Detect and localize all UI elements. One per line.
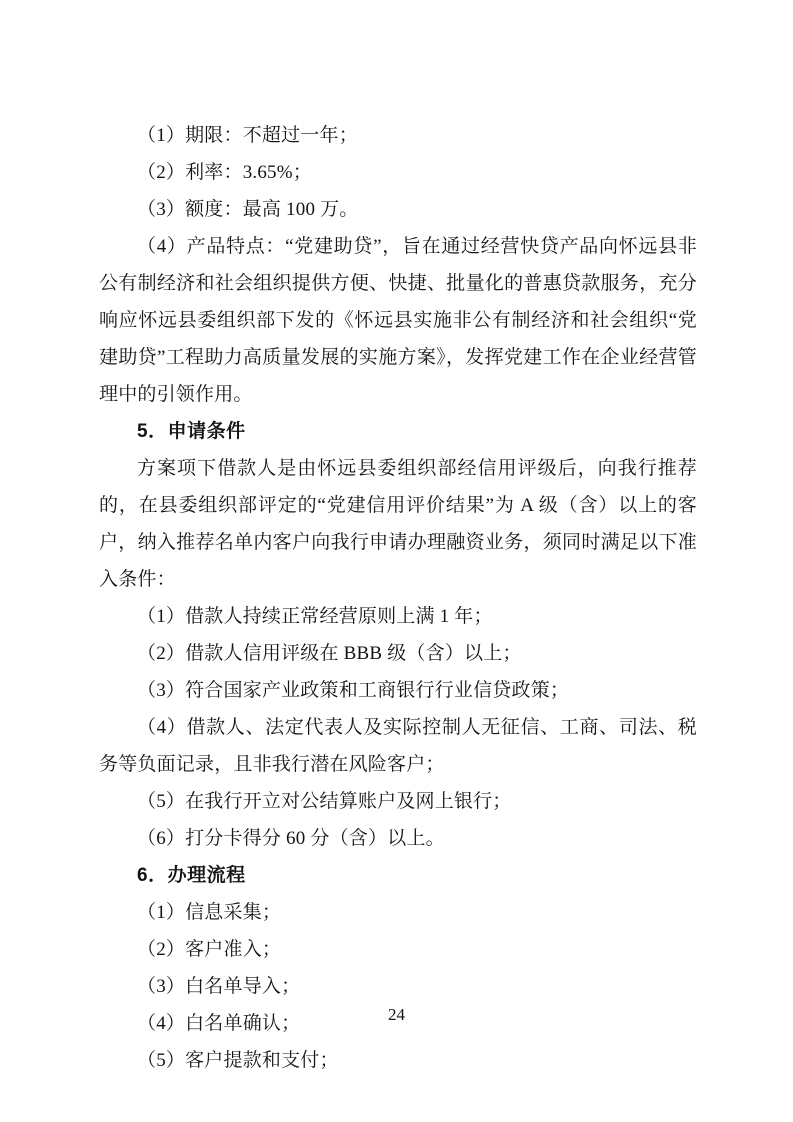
list-item: （1）信息采集； — [137, 902, 282, 923]
page-number: 24 — [388, 1005, 405, 1024]
list-item: （4）白名单确认； — [137, 1013, 301, 1034]
list-item: （2）客户准入； — [137, 939, 282, 960]
list-item: （2）借款人信用评级在 BBB 级（含）以上； — [137, 643, 522, 664]
section-heading-apply-conditions: 5．申请条件 — [137, 421, 246, 442]
list-item: （3）白名单导入； — [137, 976, 301, 997]
section-heading-process: 6．办理流程 — [137, 865, 246, 886]
list-item: （2）利率：3.65%； — [137, 162, 312, 183]
list-item: （5）在我行开立对公结算账户及网上银行； — [137, 791, 512, 812]
list-item: （5）客户提款和支付； — [137, 1050, 339, 1071]
paragraph: （4）借款人、法定代表人及实际控制人无征信、工商、司法、税务等负面记录，且非我行潜在风险客户； — [99, 717, 697, 775]
list-item: （1）期限：不超过一年； — [137, 125, 358, 146]
paragraph: 方案项下借款人是由怀远县委组织部经信用评级后，向我行推荐的，在县委组织部评定的“党建信用评价结果”为 A 级（含）以上的客户，纳入推荐名单内客户向我行申请办理融资业务，须同时满足以下准入条件： — [99, 458, 697, 590]
paragraph: （4）产品特点：“党建助贷”，旨在通过经营快贷产品向怀远县非公有制经济和社会组织提供方便、快捷、批量化的普惠贷款服务，充分响应怀远县委组织部下发的《怀远县实施非公有制经济和社会组织“党建助贷”工程助力高质量发展的实施方案》，发挥党建工作在企业经营管理中的引领作用。 — [99, 236, 697, 405]
list-item: （6）打分卡得分 60 分（含）以上。 — [137, 828, 445, 849]
list-item: （3）额度：最高 100 万。 — [137, 199, 359, 220]
list-item: （1）借款人持续正常经营原则上满 1 年； — [137, 606, 493, 627]
document-body — [99, 117, 697, 1079]
list-item: （3）符合国家产业政策和工商银行行业信贷政策； — [137, 680, 570, 701]
